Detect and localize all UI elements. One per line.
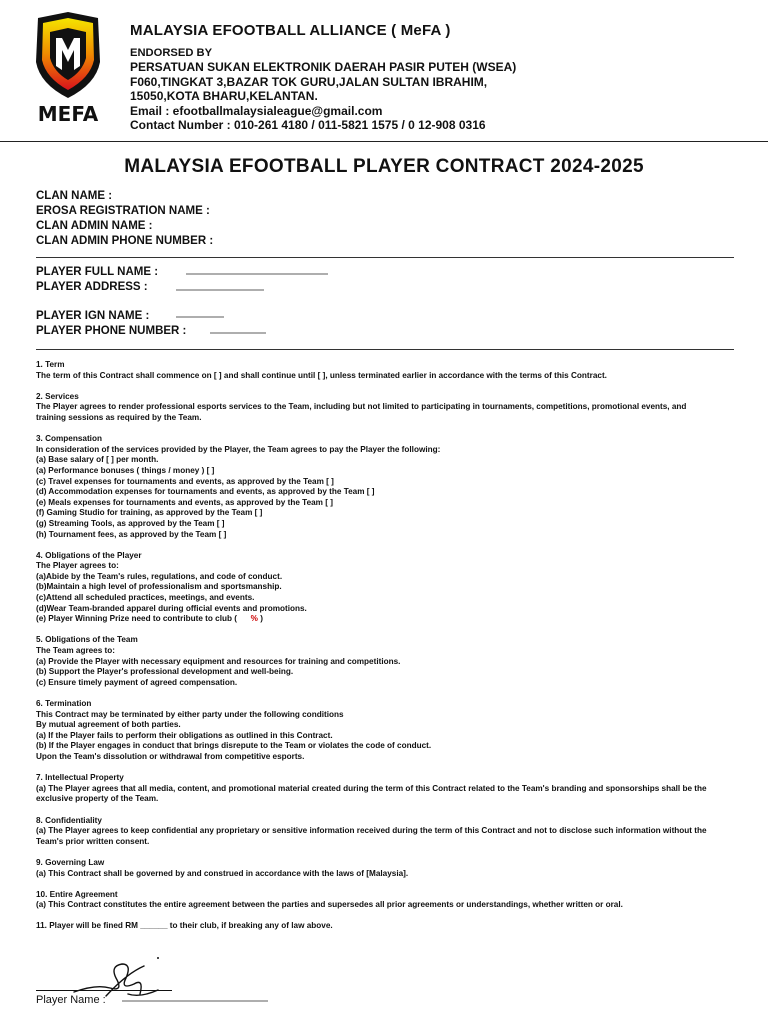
contract-body (36, 360, 756, 932)
player-ign-label: PLAYER IGN NAME : (36, 310, 150, 322)
player-obligations-heading: 4. Obligations of the Player (36, 550, 142, 560)
shield-logo-icon (30, 10, 106, 102)
compensation-heading: 3. Compensation (36, 434, 102, 444)
list-item (36, 614, 756, 625)
list-item: (h) Tournament fees, as approved by the Team [ ] (36, 529, 227, 539)
letterhead (0, 0, 768, 142)
list-item: By mutual agreement of both parties. (36, 720, 181, 730)
prize-percent: % (250, 614, 258, 624)
confidentiality-text-1: (a) The Player agrees to keep confidential any proprietary or sensitive information received during the term of this Contract and not to disclose such information without the (36, 826, 707, 836)
ip-text-1: (a) The Player agrees that all media, content, and promotional material created during the term of this Contract related to the Team's branding and sponsorships shall be the (36, 783, 707, 793)
list-item: (g) Streaming Tools, as approved by the Team [ ] (36, 518, 225, 528)
ip-text-2: exclusive property of the Team. (36, 794, 159, 804)
contract-title: MALAYSIA EFOOTBALL PLAYER CONTRACT 2024-2025 (124, 156, 644, 177)
redacted-phone (210, 332, 266, 334)
list-item: (a) Provide the Player with necessary equipment and resources for training and competitions. (36, 656, 401, 666)
erosa-label: EROSA REGISTRATION NAME : (36, 205, 210, 217)
header-divider (0, 141, 768, 142)
list-item: This Contract may be terminated by either party under the following conditions (36, 709, 344, 719)
list-item: (b) Support the Player's professional development and well-being. (36, 667, 294, 677)
player-name-label: Player Name : (36, 994, 106, 1006)
list-item: (d)Wear Team-branded apparel during official events and promotions. (36, 603, 307, 613)
confidentiality-heading: 8. Confidentiality (36, 815, 102, 825)
player-full-name-label: PLAYER FULL NAME : (36, 266, 159, 278)
prize-text: (e) Player Winning Prize need to contribute to club ( (36, 614, 251, 624)
compensation-intro: In consideration of the services provided by the Player, the Team agrees to pay the Player the following: (36, 444, 441, 454)
list-item: (a) If the Player fails to perform their obligations as outlined in this Contract. (36, 730, 333, 740)
team-obligations-heading: 5. Obligations of the Team (36, 635, 138, 645)
section-divider-2 (36, 349, 734, 350)
address-line-1: F060,TINGKAT 3,BAZAR TOK GURU,JALAN SULTAN IBRAHIM, (130, 74, 488, 89)
term-heading: 1. Term (36, 360, 65, 369)
org-details (130, 46, 516, 132)
list-item: (f) Gaming Studio for training, as approved by the Team [ ] (36, 508, 263, 518)
signature-line (36, 990, 172, 991)
clan-admin-name-label: CLAN ADMIN NAME : (36, 220, 153, 232)
endorser-name: PERSATUAN SUKAN ELEKTRONIK DAERAH PASIR PUTEH (WSEA) (130, 60, 517, 75)
player-obligations-intro: The Player agrees to: (36, 561, 119, 571)
redacted-full-name (186, 273, 328, 275)
redacted-signature-name (122, 1000, 268, 1002)
mefa-logo (30, 10, 106, 128)
list-item: (c) Travel expenses for tournaments and events, as approved by the Team [ ] (36, 476, 334, 486)
list-item: (e) Meals expenses for tournaments and events, as approved by the Team [ ] (36, 497, 333, 507)
entire-agreement-heading: 10. Entire Agreement (36, 889, 118, 899)
team-obligations-intro: The Team agrees to: (36, 646, 116, 656)
section-divider (36, 257, 734, 258)
list-item: Upon the Team's dissolution or withdrawal from competitive esports. (36, 751, 305, 761)
governing-law-text: (a) This Contract shall be governed by and construed in accordance with the laws of [Malaysia]. (36, 868, 409, 878)
services-text-2: training sessions as required by the Team. (36, 412, 202, 422)
redacted-ign (176, 316, 224, 318)
entire-agreement-text: (a) This Contract constitutes the entire agreement between the parties and supersedes all prior agreements or understandings, whether written or oral. (36, 900, 623, 910)
list-item: (a)Abide by the Team's rules, regulations, and code of conduct. (36, 571, 283, 581)
logo-text: MEFA (37, 102, 99, 126)
confidentiality-text-2: Team's prior written consent. (36, 836, 150, 846)
ip-heading: 7. Intellectual Property (36, 773, 124, 783)
governing-law-heading: 9. Governing Law (36, 857, 105, 867)
endorsed-by-label: ENDORSED BY (130, 47, 213, 59)
redacted-address (176, 289, 264, 291)
prize-close: ) (257, 614, 263, 624)
fine-clause: 11. Player will be fined RM ______ to their club, if breaking any of law above. (36, 921, 333, 931)
player-phone-label: PLAYER PHONE NUMBER : (36, 325, 187, 337)
org-name: MALAYSIA EFOOTBALL ALLIANCE ( MeFA ) (130, 22, 451, 39)
list-item: (a) Performance bonuses ( things / money ) [ ] (36, 465, 215, 475)
list-item: (c) Ensure timely payment of agreed compensation. (36, 677, 238, 687)
list-item: (b)Maintain a high level of professionalism and sportsmanship. (36, 582, 282, 592)
list-item: (d) Accommodation expenses for tournaments and events, as approved by the Team [ ] (36, 487, 375, 497)
signature-block (36, 950, 296, 1010)
services-heading: 2. Services (36, 391, 79, 401)
services-text-1: The Player agrees to render professional esports services to the Team, including but not limited to participating in tournaments, competitions, promotional events, and (36, 402, 687, 412)
contact-line: Contact Number : 010-261 4180 / 011-5821 1575 / 0 12-908 0316 (130, 118, 486, 133)
clan-name-label: CLAN NAME : (36, 190, 113, 202)
term-text: The term of this Contract shall commence on [ ] and shall continue until [ ], unless terminated earlier in accordance with the terms of this Contract. (36, 370, 607, 380)
address-line-2: 15050,KOTA BHARU,KELANTAN. (130, 89, 318, 104)
email-line: Email : efootballmalaysialeague@gmail.com (130, 103, 383, 118)
clan-admin-phone-label: CLAN ADMIN PHONE NUMBER : (36, 235, 214, 247)
list-item: (b) If the Player engages in conduct that brings disrepute to the Team or violates the code of conduct. (36, 741, 432, 751)
player-address-label: PLAYER ADDRESS : (36, 281, 148, 293)
termination-heading: 6. Termination (36, 699, 92, 708)
list-item: (c)Attend all scheduled practices, meetings, and events. (36, 593, 255, 603)
list-item: (a) Base salary of [ ] per month. (36, 455, 159, 465)
